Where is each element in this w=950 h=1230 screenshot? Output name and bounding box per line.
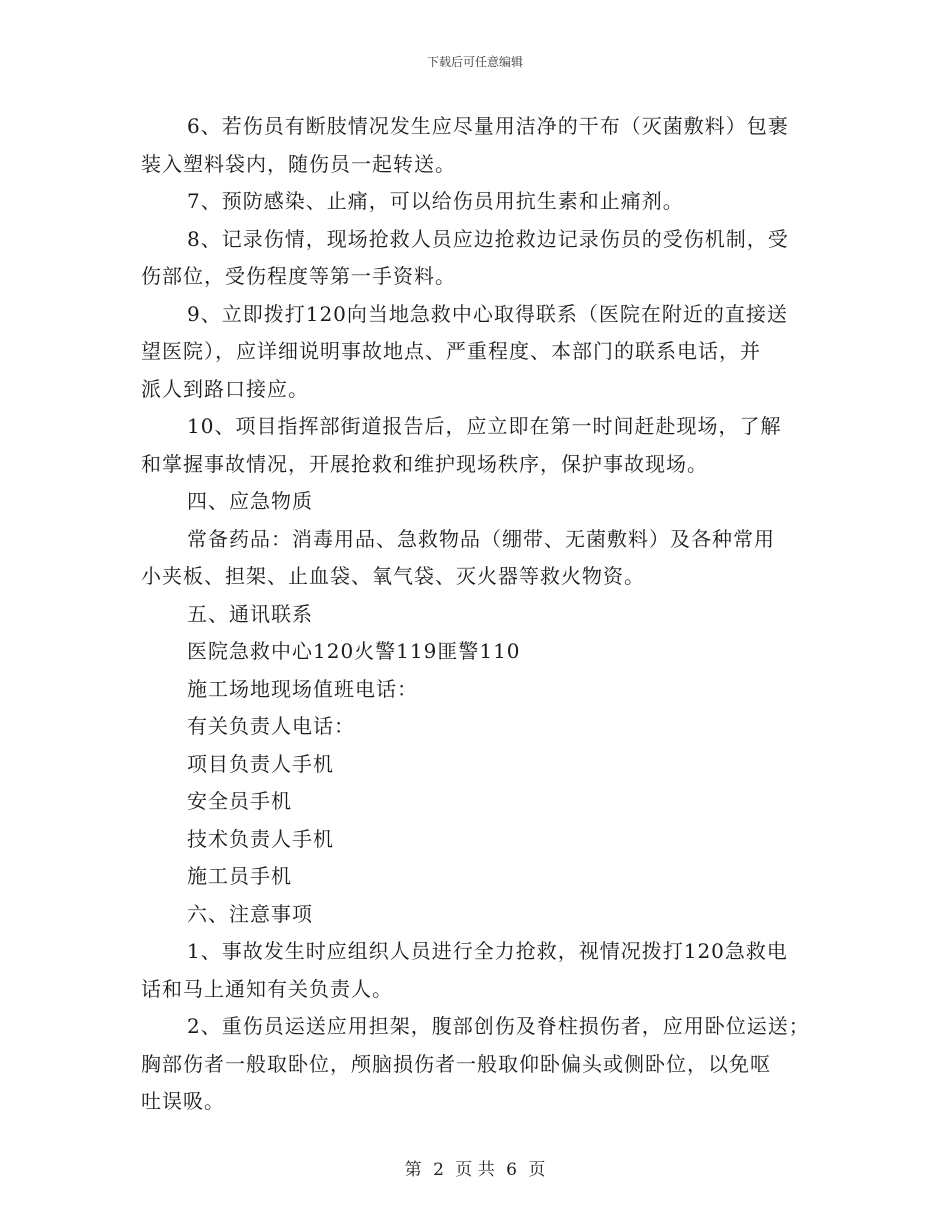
text-line: 伤部位，受伤程度等第一手资料。 xyxy=(141,264,456,288)
footer-prefix: 第 xyxy=(404,1160,422,1180)
text-line: 小夹板、担架、止血袋、氧气袋、灭火器等救火物资。 xyxy=(141,564,645,588)
text-line: 常备药品：消毒用品、急救物品（绷带、无菌敷料）及各种常用 xyxy=(187,526,775,551)
text-line: 装入塑料袋内，随伤员一起转送。 xyxy=(141,151,456,176)
text-line: 6、若伤员有断肢情况发生应尽量用洁净的干布（灭菌敷料）包裹 xyxy=(187,114,789,138)
text-line: 派人到路口接应。 xyxy=(141,376,309,401)
text-line: 9、立即拨打120向当地急救中心取得联系（医院在附近的直接送 xyxy=(187,301,788,326)
text-line: 施工员手机 xyxy=(187,864,292,888)
text-line: 吐误吸。 xyxy=(141,1089,225,1113)
text-line: 施工场地现场值班电话： xyxy=(187,676,418,701)
text-line: 四、应急物质 xyxy=(187,489,313,513)
text-line: 2、重伤员运送应用担架，腹部创伤及脊柱损伤者，应用卧位运送； xyxy=(187,1014,810,1038)
text-line: 医院急救中心120火警119匪警110 xyxy=(187,639,521,663)
footer-middle: 页 共 xyxy=(455,1160,495,1180)
page-header: 下载后可任意编辑 xyxy=(426,55,523,69)
text-line: 8、记录伤情，现场抢救人员应边抢救边记录伤员的受伤机制，受 xyxy=(187,226,789,251)
page-footer xyxy=(0,1155,950,1180)
text-line: 安全员手机 xyxy=(187,789,292,813)
text-line: 技术负责人手机 xyxy=(187,826,334,851)
text-line: 五、通讯联系 xyxy=(187,601,313,626)
text-line: 胸部伤者一般取卧位，颅脑损伤者一般取仰卧偏头或侧卧位，以免呕 xyxy=(141,1051,771,1076)
text-line: 和掌握事故情况，开展抢救和维护现场秩序，保护事故现场。 xyxy=(141,451,708,476)
text-line: 有关负责人电话： xyxy=(187,714,355,738)
footer-total-pages: 6 xyxy=(506,1160,517,1180)
text-line: 1、事故发生时应组织人员进行全力抢救，视情况拨打120急救电 xyxy=(187,939,788,963)
text-line: 项目负责人手机 xyxy=(187,751,334,776)
text-line: 望医院），应详细说明事故地点、严重程度、本部门的联系电话，并 xyxy=(141,339,761,363)
text-line: 话和马上通知有关负责人。 xyxy=(141,976,393,1001)
text-line: 7、预防感染、止痛，可以给伤员用抗生素和止痛剂。 xyxy=(187,189,684,213)
document-body xyxy=(141,108,821,1121)
text-line: 10、项目指挥部街道报告后，应立即在第一时间赶赴现场，了解 xyxy=(187,414,782,438)
text-line: 六、注意事项 xyxy=(187,901,313,926)
footer-page-number: 2 xyxy=(433,1160,444,1180)
footer-suffix: 页 xyxy=(528,1160,546,1180)
